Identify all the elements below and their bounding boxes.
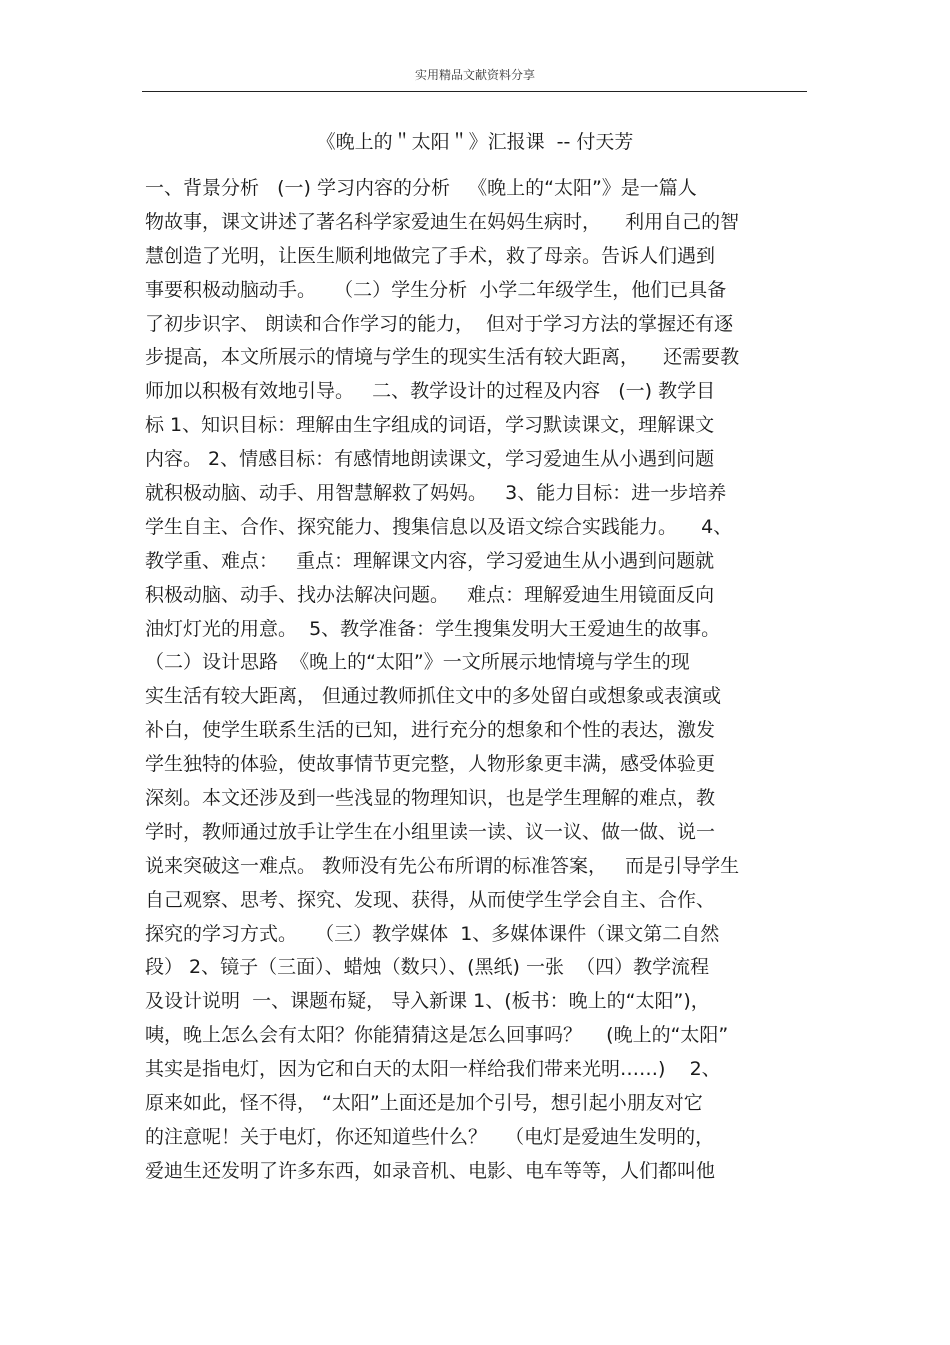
body-text-line: 及设计说明 一、课题布疑， 导入新课 1、(板书：晚上的“太阳”)， — [145, 990, 710, 1013]
body-text-line: 油灯灯光的用意。 5、教学准备：学生搜集发明大王爱迪生的故事。 — [145, 617, 721, 640]
body-text-line: 事要积极动脑动手。 （二）学生分析 小学二年级学生，他们已具备 — [145, 278, 727, 301]
document-body — [145, 172, 825, 1189]
body-text-line: 实生活有较大距离， 但通过教师抓住文中的多处留白或想象或表演或 — [145, 685, 722, 708]
body-text-line: 的注意呢！关于电灯，你还知道些什么？ （电灯是爱迪生发明的， — [145, 1125, 715, 1148]
body-text-line: 内容。 2、情感目标：有感情地朗读课文，学习爱迪生从小遇到问题 — [145, 448, 715, 471]
header-divider — [142, 91, 807, 92]
body-text-line: 标 1、知识目标：理解由生字组成的词语，学习默读课文，理解课文 — [145, 414, 715, 437]
body-text-line: 步提高，本文所展示的情境与学生的现实生活有较大距离， 还需要教 — [145, 346, 740, 369]
body-text-line: 师加以积极有效地引导。 二、教学设计的过程及内容 (一) 教学目 — [145, 380, 716, 403]
body-text-line: 积极动脑、动手、找办法解决问题。 难点：理解爱迪生用镜面反向 — [145, 583, 715, 606]
body-text-line: 自己观察、思考、探究、发现、获得，从而使学生学会自主、合作、 — [145, 888, 716, 911]
body-text-line: 教学重、难点： 重点：理解课文内容，学习爱迪生从小遇到问题就 — [145, 549, 715, 572]
body-text-line: 一、背景分析 (一) 学习内容的分析 《晚上的“太阳”》是一篇人 — [145, 177, 697, 199]
body-text-line: 原来如此，怪不得， “太阳”上面还是加个引号，想引起小朋友对它 — [145, 1092, 703, 1115]
body-text-line: 就积极动脑、动手、用智慧解救了妈妈。 3、能力目标：进一步培养 — [145, 482, 727, 505]
body-text-line: 说来突破这一难点。 教师没有先公布所谓的标准答案， 而是引导学生 — [145, 854, 740, 877]
body-text-line: 了初步识字、 朗读和合作学习的能力， 但对于学习方法的掌握还有逐 — [145, 312, 734, 335]
body-text-line: （二）设计思路 《晚上的“太阳”》一文所展示地情境与学生的现 — [145, 651, 690, 674]
page-header: 实用精品文献资料分享 — [414, 68, 535, 82]
body-text-line: 咦，晚上怎么会有太阳？你能猜猜这是怎么回事吗？ (晚上的“太阳” — [145, 1024, 729, 1047]
body-text-line: 物故事，课文讲述了著名科学家爱迪生在妈妈生病时， 利用自己的智 — [145, 210, 740, 233]
body-text-line: 爱迪生还发明了许多东西，如录音机、电影、电车等等，人们都叫他 — [145, 1159, 716, 1182]
body-text-line: 学生自主、合作、探究能力、搜集信息以及语文综合实践能力。 4、 — [145, 515, 733, 538]
body-text-line: 补白，使学生联系生活的已知，进行充分的想象和个性的表达，激发 — [145, 719, 716, 742]
body-text-line: 慧创造了光明，让医生顺利地做完了手术，救了母亲。告诉人们遇到 — [145, 244, 716, 267]
body-text-line: 学生独特的体验，使故事情节更完整，人物形象更丰满，感受体验更 — [145, 753, 716, 776]
document-title: 《晚上的＂太阳＂》汇报课 -- 付天芳 — [316, 131, 634, 153]
body-text-line: 段） 2、镜子（三面）、蜡烛（数只）、(黑纸) 一张 （四）教学流程 — [145, 956, 710, 979]
body-text-line: 学时，教师通过放手让学生在小组里读一读、议一议、做一做、说一 — [145, 820, 716, 843]
body-text-line: 其实是指电灯，因为它和白天的太阳一样给我们带来光明……) 2、 — [145, 1058, 721, 1081]
body-text-line: 探究的学习方式。 （三）教学媒体 1、多媒体课件（课文第二自然 — [145, 922, 720, 945]
body-text-line: 深刻。本文还涉及到一些浅显的物理知识，也是学生理解的难点，教 — [145, 787, 716, 810]
